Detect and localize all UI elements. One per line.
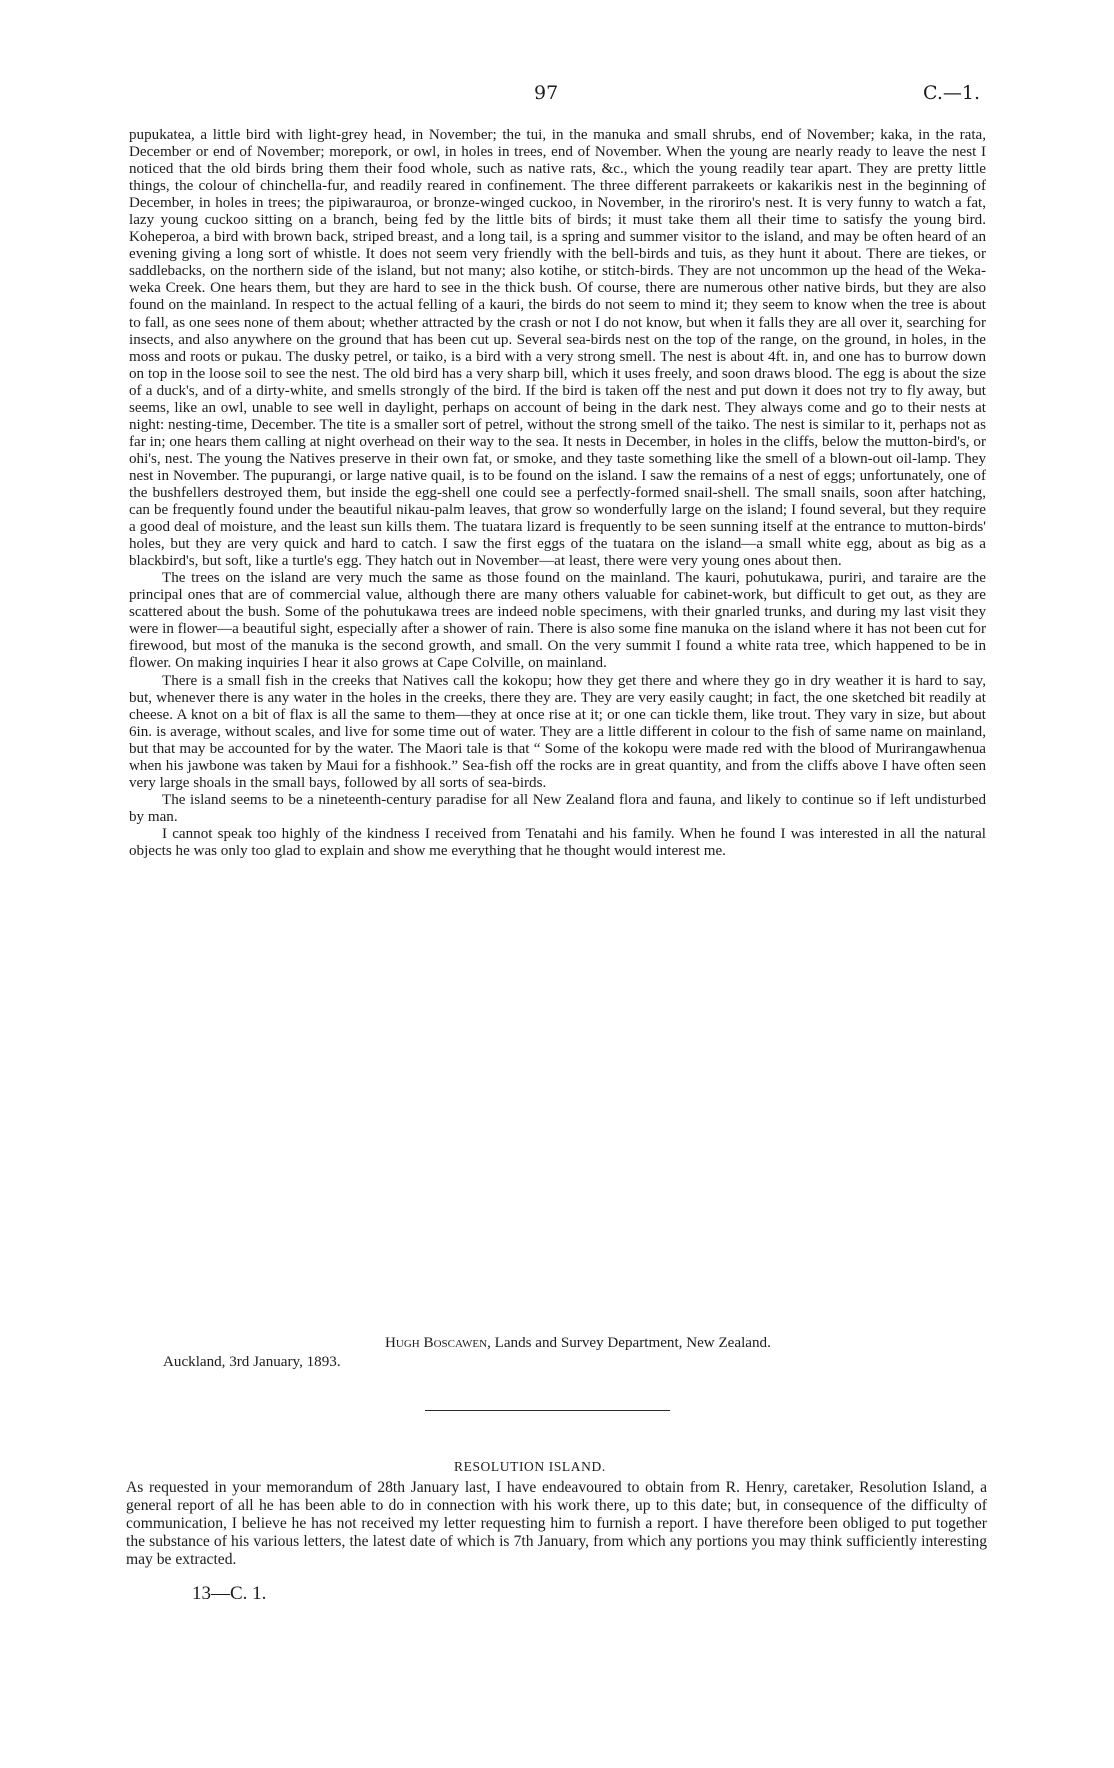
page-number: 97 bbox=[534, 82, 559, 104]
author-affiliation: , Lands and Survey Department, New Zealand. bbox=[487, 1335, 771, 1351]
section-paragraph: As requested in your memorandum of 28th January last, I have endeavoured to obtain from R. Henry, caretaker, Resolution Island, a general report of all he has been able to do in connection with his work there, up to this date; but, in consequence of the difficulty of communication, I believe he has not received my letter requesting him to furnish a report. I have therefore been obliged to put together the substance of his various letters, the latest date of which is 7th January, from which any portions you may think sufficiently interesting may be extracted. bbox=[126, 1479, 987, 1569]
section-divider bbox=[425, 1410, 670, 1411]
dateline: Auckland, 3rd January, 1893. bbox=[163, 1354, 341, 1370]
paragraph-fish: There is a small fish in the creeks that Natives call the kokopu; how they get there and where they go in dry weather it is hard to say, but, whenever there is any water in the holes in the creeks, there they are. They are very easily caught; in fact, the one sketched bit readily at cheese. A knot on a bit of flax is all the same to them—they at once rise at it; or one can tickle them, like trout. They vary in size, but about 6in. is average, without scales, and live for some time out of water. They are a little different in colour to the fish of same name on mainland, but that may be accounted for by the water. The Maori tale is that “ Some of the kokopu were made red with the blood of Murirangawhenua when his jawbone was taken by Maui for a fishhook.” Sea-fish off the rocks are in great quantity, and from the cliffs above I have often seen very large shoals in the small bays, followed by all sorts of sea-birds. bbox=[129, 672, 986, 791]
paragraph-thanks: I cannot speak too highly of the kindness I received from Tenatahi and his family. When he found I was interested in all the natural objects he was only too glad to explain and show me everything that he thought would interest me. bbox=[129, 825, 986, 859]
section-heading: RESOLUTION ISLAND. bbox=[454, 1459, 606, 1474]
paragraph-paradise: The island seems to be a nineteenth-century paradise for all New Zealand flora and fauna, and likely to continue so if left undisturbed by man. bbox=[129, 791, 986, 825]
printer-signature-mark: 13—C. 1. bbox=[192, 1583, 267, 1604]
paragraph-birds: pupukatea, a little bird with light-grey head, in November; the tui, in the manuka and small shrubs, end of November; kaka, in the rata, December or end of November; morepork, or owl, in holes in trees, end of November. When the young are nearly ready to leave the nest I noticed that the old birds bring them their food whole, such as native rats, &c., which the young readily tear apart. They are pretty little things, the colour of chinchella-fur, and readily reared in confinement. The three different parrakeets or kakarikis nest in the beginning of December, in holes in trees; the pipiwarauroa, or bronze-winged cuckoo, in November, in the riroriro's nest. It is very funny to watch a fat, lazy young cuckoo sitting on a branch, being fed by the little bits of birds; it must take them all their time to satisfy the young bird. Koheperoa, a bird with brown back, striped breast, and a long tail, is a spring and summer visitor to the island, and may be often heard of an evening giving a long sort of whistle. It does not seem very friendly with the bell-birds and tuis, as they hunt it about. There are tiekes, or saddlebacks, on the northern side of the island, but not many; also kotihe, or stitch-birds. They are not uncommon up the head of the Weka-weka Creek. One hears them, but they are hard to see in the thick bush. Of course, there are numerous other native birds, but they are also found on the mainland. In respect to the actual felling of a kauri, the birds do not seem to mind it; they seem to know when the tree is about to fall, as one sees none of them about; whether attracted by the crash or not I do not know, but when it falls they are all over it, searching for insects, and also anywhere on the ground that has been cut up. Several sea-birds nest on the top of the range, on the ground, in holes, in the moss and roots or pukau. The dusky petrel, or taiko, is a bird with a very strong smell. The nest is about 4ft. in, and one has to burrow down on top in the loose soil to see the nest. The old bird has a very sharp bill, which it uses freely, and soon draws blood. The egg is about the size of a duck's, and of a dirty-white, and smells strongly of the bird. If the bird is taken off the nest and put down it does not try to fly away, but seems, like an owl, unable to see well in daylight, perhaps on account of being in the dark nest. They always come and go to their nests at night: nesting-time, December. The tite is a smaller sort of petrel, without the strong smell of the taiko. The nest is similar to it, perhaps not as far in; one hears them calling at night overhead on their way to the sea. It nests in December, in holes in the cliffs, below the mutton-bird's, or ohi's, nest. The young the Natives preserve in their own fat, or smoke, and they taste something like the smell of a blown-out oil-lamp. They nest in November. The pupurangi, or large native quail, is to be found on the island. I saw the remains of a nest of eggs; unfortunately, one of the bushfellers destroyed them, but inside the egg-shell one could see a perfectly-formed snail-shell. The small snails, soon after hatching, can be frequently found under the beautiful nikau-palm leaves, that grow so wonderfully large on the island; I found several, but they require a good deal of moisture, and the least sun kills them. The tuatara lizard is frequently to be seen sunning itself at the entrance to mutton-birds' holes, but they are very quick and hard to catch. I saw the first eggs of the tuatara on the island—a small white egg, about as big as a blackbird's, but soft, like a turtle's egg. They hatch out in November—at least, there were very young ones about then. bbox=[129, 127, 986, 570]
paragraph-trees: The trees on the island are very much the same as those found on the mainland. The kauri, pohutukawa, puriri, and taraire are the principal ones that are of commercial value, although there are many others valuable for cabinet-work, but difficult to get out, as they are scattered about the bush. Some of the pohutukawa trees are indeed noble specimens, with their gnarled trunks, and during my last visit they were in flower—a beautiful sight, especially after a shower of rain. There is also some fine manuka on the island where it has not been cut for firewood, but most of the manuka is the second growth, and small. On the very summit I found a white rata tree, which happened to be in flower. On making inquiries I hear it also grows at Cape Colville, on mainland. bbox=[129, 570, 986, 672]
author-signature bbox=[385, 1335, 771, 1352]
author-name: Hugh Boscawen bbox=[385, 1335, 488, 1351]
report-body bbox=[129, 127, 986, 860]
document-reference: C.—1. bbox=[923, 82, 981, 104]
